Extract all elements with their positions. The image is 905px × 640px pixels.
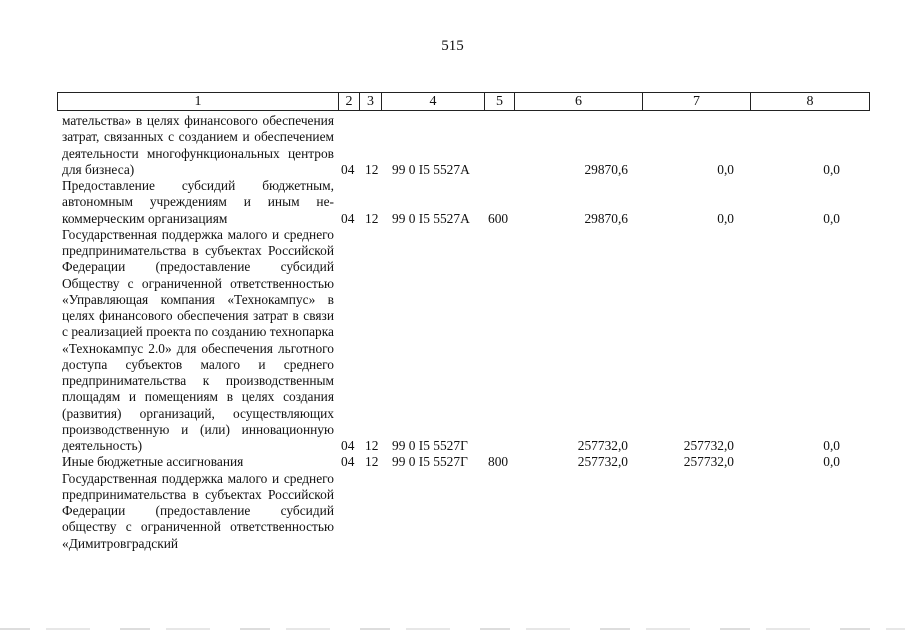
column-header-6: 6 xyxy=(515,93,643,111)
table-row xyxy=(0,227,905,455)
column-header-2: 2 xyxy=(339,93,360,111)
row-amount-col6: 257732,0 xyxy=(577,438,628,453)
column-header-row xyxy=(58,93,870,111)
row-subsection: 12 xyxy=(365,161,379,177)
row-amount-col6: 29870,6 xyxy=(584,161,628,177)
row-amount-col7: 0,0 xyxy=(717,210,734,226)
row-section: 04 xyxy=(341,210,355,226)
row-amount-col7: 257732,0 xyxy=(683,454,734,470)
row-target-code: 99 0 I5 5527Г xyxy=(392,454,468,470)
row-expense-type: 800 xyxy=(488,454,509,470)
row-name: Предоставление субсидий бюджетным, автономным учреждениям и иным некоммерческим организациям xyxy=(62,178,334,226)
row-section: 04 xyxy=(341,161,355,177)
column-header-7: 7 xyxy=(643,93,751,111)
row-name: Государственная поддержка малого и среднего предпринимательства в субъектах Российской Федерации (предоставление субсидий обществу с ограниченной ответственностью «Димитровградский xyxy=(62,470,334,551)
row-amount-col7: 257732,0 xyxy=(683,438,734,453)
row-amount-col8: 0,0 xyxy=(823,161,840,177)
column-header-table xyxy=(57,92,870,111)
row-subsection: 12 xyxy=(365,210,379,226)
scan-edge-artifact xyxy=(0,628,905,630)
column-header-5: 5 xyxy=(485,93,515,111)
budget-table-body xyxy=(0,113,905,552)
row-subsection: 12 xyxy=(365,438,379,453)
row-target-code: 99 0 I5 5527А xyxy=(392,161,470,177)
row-section: 04 xyxy=(341,438,355,453)
row-amount-col6: 257732,0 xyxy=(577,454,628,470)
row-section: 04 xyxy=(341,454,355,470)
table-row xyxy=(0,113,905,178)
table-row xyxy=(0,454,905,470)
page-number: 515 xyxy=(441,38,464,54)
column-header-3: 3 xyxy=(360,93,382,111)
row-amount-col8: 0,0 xyxy=(823,438,840,453)
row-name: Иные бюджетные ассигнования xyxy=(62,454,244,470)
row-expense-type: 600 xyxy=(488,210,509,226)
row-target-code: 99 0 I5 5527А xyxy=(392,210,470,226)
row-name: мательства» в целях финансового обеспечения затрат, связанных с созданием и обеспечением деятельности многофункциональных центров для бизнеса) xyxy=(62,113,334,177)
column-header-4: 4 xyxy=(382,93,485,111)
table-row xyxy=(0,178,905,227)
column-header-8: 8 xyxy=(751,93,870,111)
row-amount-col8: 0,0 xyxy=(823,210,840,226)
row-amount-col7: 0,0 xyxy=(717,161,734,177)
row-name: Государственная поддержка малого и среднего предпринимательства в субъектах Российской Федерации (предоставление субсидий Обществу с ограниченной ответственностью «Управляющая компания «Технокампус» в целях финансового обеспечения затрат в связи с реализацией проекта по созданию технопарка «Технокампус 2.0» для обеспечения льготного доступа субъектов малого и среднего предпринимательства к производственным площадям и помещениям в целях создания (развития) организаций, осуществляющих производственную и (или) инновационную деятельность) xyxy=(62,226,334,453)
row-target-code: 99 0 I5 5527Г xyxy=(392,438,468,453)
row-subsection: 12 xyxy=(365,454,379,470)
row-amount-col8: 0,0 xyxy=(823,454,840,470)
row-amount-col6: 29870,6 xyxy=(584,210,628,226)
column-header-1: 1 xyxy=(58,93,339,111)
table-row xyxy=(0,471,905,552)
